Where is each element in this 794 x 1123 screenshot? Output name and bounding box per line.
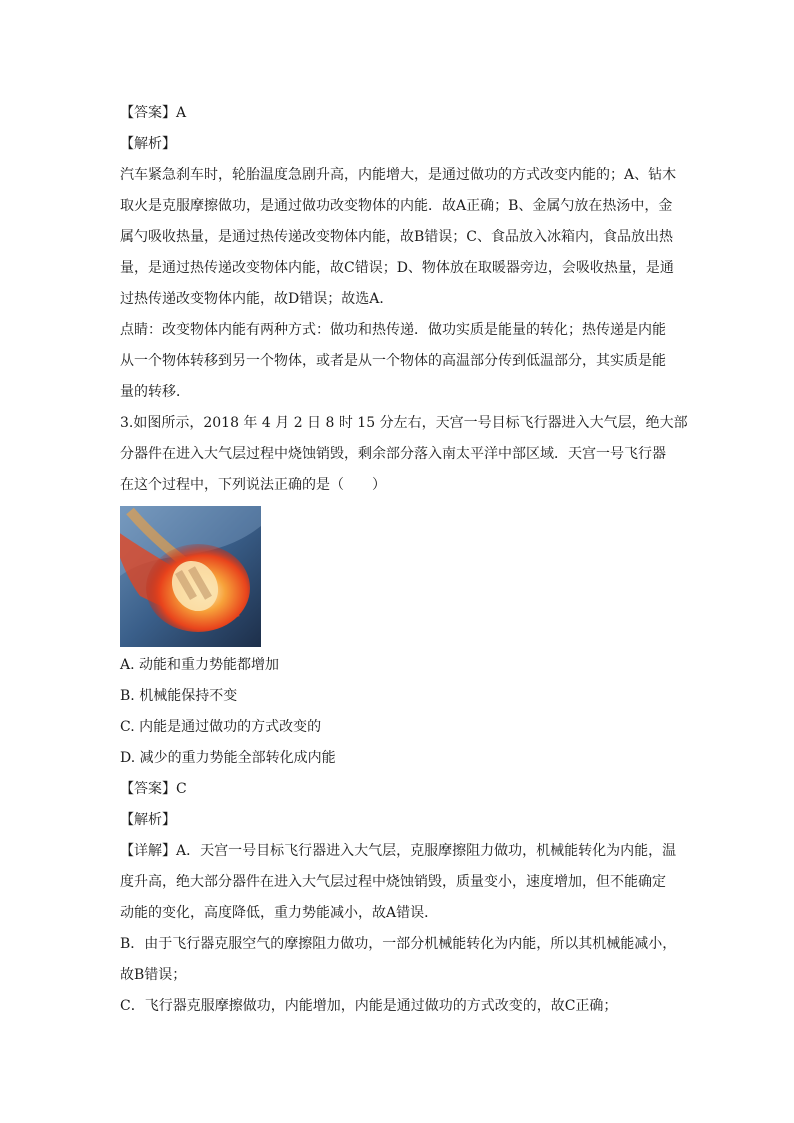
q2-note-line: 从一个物体转移到另一个物体，或者是从一个物体的高温部分传到低温部分，其实质是能 <box>120 353 666 369</box>
q3-stem-line: 在这个过程中，下列说法正确的是（ ） <box>120 477 386 493</box>
q2-analysis-line: 量，是通过热传递改变物体内能，故C错误；D、物体放在取暖器旁边，会吸收热量，是通 <box>120 260 674 276</box>
reentry-illustration <box>120 506 261 647</box>
q3-option-b: B. 机械能保持不变 <box>120 688 238 704</box>
q3-detail-line: 度升高，绝大部分器件在进入大气层过程中烧蚀销毁，质量变小，速度增加，但不能确定 <box>120 874 666 890</box>
q3-detail-line: 故B错误； <box>120 967 187 983</box>
q2-note-line: 量的转移． <box>120 384 190 400</box>
q2-analysis-line: 过热传递改变物体内能，故D错误；故选A． <box>120 291 394 307</box>
q3-detail-line: C．飞行器克服摩擦做功，内能增加，内能是通过做功的方式改变的，故C正确； <box>120 998 618 1014</box>
q3-analysis-tag: 【解析】 <box>120 812 176 828</box>
page-content <box>120 103 688 1027</box>
q2-analysis-line: 取火是克服摩擦做功，是通过做功改变物体的内能．故A正确；B、金属勺放在热汤中，金 <box>120 198 673 214</box>
q2-note-line: 点睛：改变物体内能有两种方式：做功和热传递．做功实质是能量的转化；热传递是内能 <box>120 322 666 338</box>
q3-answer-line <box>120 779 680 800</box>
spacecraft-reentry-image <box>120 506 261 647</box>
q3-detail-line: 【详解】A．天宫一号目标飞行器进入大气层，克服摩擦阻力做功，机械能转化为内能，温 <box>120 843 677 859</box>
q2-analysis-line: 属勺吸收热量，是通过热传递改变物体内能，故B错误；C、食品放入冰箱内，食品放出热 <box>120 229 673 245</box>
answer-value: A <box>176 105 187 121</box>
q3-detail-line: 动能的变化，高度降低，重力势能减小，故A错误． <box>120 905 439 921</box>
answer-tag: 【答案】 <box>120 105 176 121</box>
answer-tag: 【答案】 <box>120 781 176 797</box>
q3-stem-line: 3.如图所示，2018 年 4 月 2 日 8 时 15 分左右，天宫一号目标飞行器进入大气层，绝大部 <box>120 415 688 431</box>
q2-answer-line <box>120 103 680 124</box>
answer-value: C <box>176 781 187 797</box>
q3-option-c: C. 内能是通过做功的方式改变的 <box>120 719 322 735</box>
q3-option-a: A. 动能和重力势能都增加 <box>120 657 280 673</box>
q2-analysis-tag: 【解析】 <box>120 136 176 152</box>
q3-stem-line: 分器件在进入大气层过程中烧蚀销毁，剩余部分落入南太平洋中部区域．天宫一号飞行器 <box>120 446 666 462</box>
q2-analysis-line: 汽车紧急刹车时，轮胎温度急剧升高，内能增大，是通过做功的方式改变内能的；A、钻木 <box>120 167 677 183</box>
q3-option-d: D. 减少的重力势能全部转化成内能 <box>120 750 336 766</box>
q3-detail-line: B．由于飞行器克服空气的摩擦阻力做功，一部分机械能转化为内能，所以其机械能减小， <box>120 936 677 952</box>
